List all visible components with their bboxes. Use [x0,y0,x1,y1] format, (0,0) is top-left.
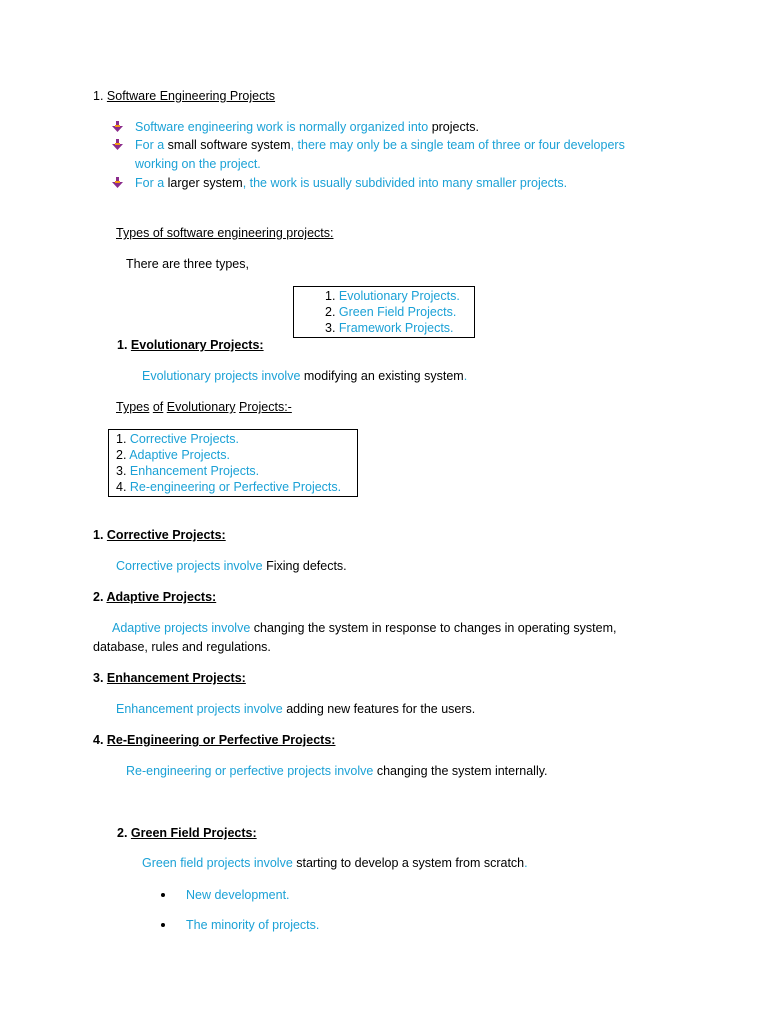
enhancement-description: Enhancement projects involve adding new features for the users. [116,702,476,716]
evolutionary-box-item: 1. Corrective Projects. [116,432,239,446]
dot-bullet-icon [161,923,165,927]
adaptive-description: Adaptive projects involve changing the system in response to changes in operating system, [112,621,617,635]
corrective-description: Corrective projects involve Fixing defects. [116,559,347,573]
arrow-bullet-icon [112,139,123,150]
types-intro: There are three types, [126,257,249,271]
types-heading: Types of software engineering projects: [116,226,334,240]
types-box-item: 1. Evolutionary Projects. [325,289,460,303]
green-field-heading: 2. Green Field Projects: [117,826,257,840]
bullet-item-2: For a small software system, there may only be a single team of three or four developers [135,138,625,152]
evolutionary-box-item: 4. Re-engineering or Perfective Projects. [116,480,342,494]
green-field-point: New development. [186,888,290,902]
green-field-description: Green field projects involve starting to develop a system from scratch. [142,856,528,870]
evolutionary-types-heading: Types of Evolutionary Projects:- [116,400,292,414]
enhancement-heading: 3. Enhancement Projects: [93,671,246,685]
arrow-bullet-icon [112,177,123,188]
reengineering-heading: 4. Re-Engineering or Perfective Projects: [93,733,336,747]
heading-software-engineering-projects: 1. Software Engineering Projects [93,89,276,103]
bullet-item-1: Software engineering work is normally organized into projects. [135,120,479,134]
evolutionary-box-item: 2. Adaptive Projects. [116,448,230,462]
bullet-item-2-line2: working on the project. [135,157,261,171]
reengineering-description: Re-engineering or perfective projects involve changing the system internally. [126,764,548,778]
corrective-heading: 1. Corrective Projects: [93,528,226,542]
adaptive-heading: 2. Adaptive Projects: [93,590,217,604]
arrow-bullet-icon [112,121,123,132]
green-field-point: The minority of projects. [186,918,320,932]
evolutionary-heading: 1. Evolutionary Projects: [117,338,264,352]
types-box-item: 3. Framework Projects. [325,321,454,335]
evolutionary-types-box [108,429,358,497]
bullet-item-3: For a larger system, the work is usually subdivided into many smaller projects. [135,176,568,190]
adaptive-description-line2: database, rules and regulations. [93,640,271,654]
evolutionary-description: Evolutionary projects involve modifying an existing system. [142,369,468,383]
types-box-item: 2. Green Field Projects. [325,305,457,319]
dot-bullet-icon [161,893,165,897]
types-box [293,286,475,338]
evolutionary-box-item: 3. Enhancement Projects. [116,464,260,478]
